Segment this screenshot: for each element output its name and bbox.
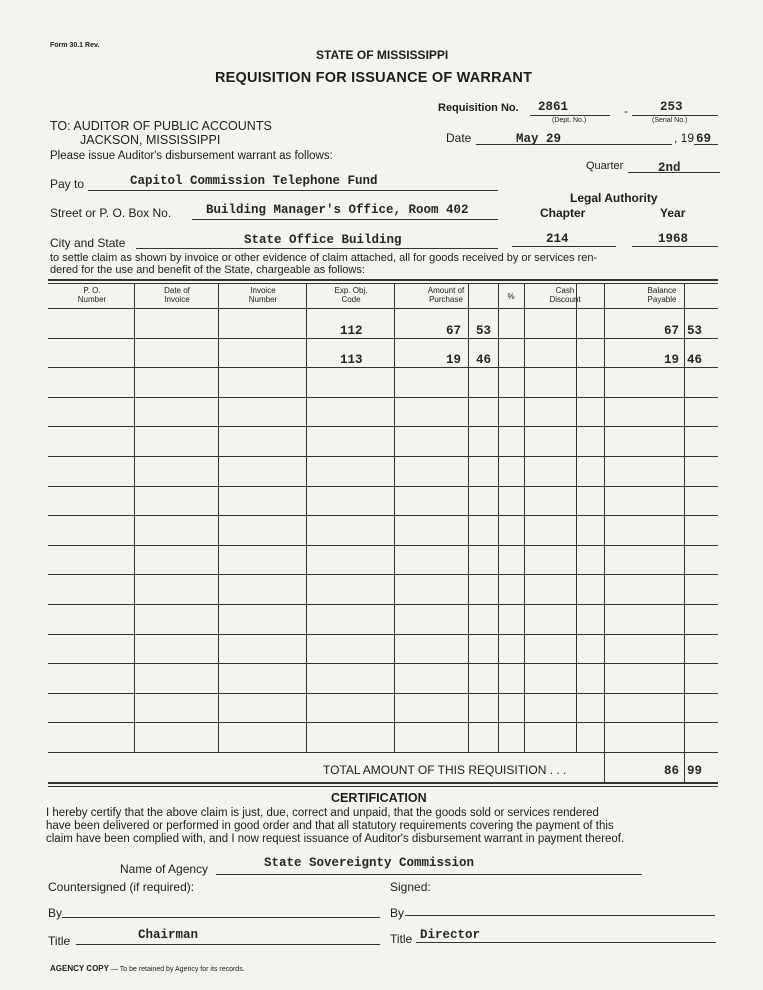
table-row-rule [48,397,718,398]
row-2-balance-cents: 46 [687,353,703,367]
settle-text-line-2: dered for the use and benefit of the State, chargeable as follows: [50,264,365,276]
serial-no-caption: (Serial No.) [652,117,688,124]
title-label-right: Title [390,932,413,946]
table-column-rule [604,283,605,752]
table-column-rule [134,283,135,752]
table-column-rule [218,283,219,752]
to-line-2: JACKSON, MISSISSIPPI [80,133,221,147]
table-row-rule [48,545,718,546]
form-title: REQUISITION FOR ISSUANCE OF WARRANT [215,70,533,86]
date-year: 69 [696,132,712,146]
agency-value: State Sovereignty Commission [264,856,475,870]
certification-line-3: claim have been complied with, and I now request issuance of Auditor's disbursement warrant in payment thereof. [46,833,625,845]
year-prefix: , 19 [674,131,695,145]
chapter-label: Chapter [540,206,586,220]
quarter-value: 2nd [658,161,681,175]
row-1-amount-cents: 53 [476,324,492,338]
legal-authority-heading: Legal Authority [570,191,658,205]
row-2-balance-dollars: 19 [664,353,680,367]
row-2-amount-dollars: 19 [446,353,462,367]
issue-instruction: Please issue Auditor's disbursement warrant as follows: [50,150,333,162]
total-bottom-rule [48,782,718,784]
to-line-1: TO: AUDITOR OF PUBLIC ACCOUNTS [50,119,272,133]
table-row-rule [48,515,718,516]
certification-line-2: have been delivered or performed in good order and that all statutory requirements covering the payment of this [46,820,614,832]
row-1-balance-cents: 53 [687,324,703,338]
row-1-amount-dollars: 67 [446,324,462,338]
settle-text-line-1: to settle claim as shown by invoice or other evidence of claim attached, all for goods received by or services ren- [50,252,598,264]
pay-to-value: Capitol Commission Telephone Fund [130,174,378,188]
col-invoice-number: Invoice Number [248,286,278,304]
col-date-of-invoice: Date of Invoice [164,286,190,304]
requisition-dash: - [624,104,628,118]
date-value: May 29 [516,132,562,146]
table-column-rule [306,283,307,752]
certification-line-1: I hereby certify that the above claim is just, due, correct and unpaid, that the goods sold or services rendered [46,807,599,819]
total-column-rule [684,752,685,782]
col-amount-of-purchase: Amount of Purchase [427,286,465,304]
table-column-rule [576,283,577,752]
title-right-value: Director [420,928,481,942]
col-percent: % [507,292,515,301]
table-column-rule [684,283,685,752]
table-row-rule [48,722,718,723]
signed-label: Signed: [390,880,431,894]
table-row-rule [48,634,718,635]
date-label: Date [446,131,472,145]
agency-label: Name of Agency [120,862,209,876]
total-bottom-rule-2 [48,786,718,787]
table-row-rule [48,693,718,694]
total-dollars: 86 [664,764,680,778]
year-label: Year [660,206,686,220]
title-left-value: Chairman [138,928,199,942]
city-value: State Office Building [244,233,402,247]
city-label: City and State [50,236,126,250]
year-value: 1968 [658,232,689,246]
dept-number: 2861 [538,100,569,114]
chapter-value: 214 [546,232,569,246]
by-label-left: By [48,906,63,920]
table-row-rule [48,367,718,368]
row-2-exp-code: 113 [340,353,363,367]
col-cash-discount: Cash Discount [549,286,581,304]
requisition-label: Requisition No. [438,102,519,114]
row-1-exp-code: 112 [340,324,363,338]
total-cents: 99 [687,764,703,778]
table-row-rule [48,663,718,664]
dept-no-caption: (Dept. No.) [552,117,587,124]
state-heading: STATE OF MISSISSIPPI [316,48,449,62]
table-row-rule [48,456,718,457]
table-bottom-rule [48,752,718,753]
street-value: Building Manager's Office, Room 402 [206,203,469,217]
total-column-rule [604,752,605,782]
table-row-rule [48,574,718,575]
table-column-rule [468,283,469,752]
row-2-amount-cents: 46 [476,353,492,367]
table-column-rule [524,283,525,752]
col-balance-payable: Balance Payable [647,286,677,304]
col-exp-obj-code: Exp. Obj. Code [334,286,368,304]
form-number: Form 30.1 Rev. [50,42,100,49]
certification-heading: CERTIFICATION [331,791,427,805]
table-column-rule [394,283,395,752]
col-po-number: P. O. Number [77,286,107,304]
by-label-right: By [390,906,405,920]
table-row-rule [48,338,718,339]
table-row-rule [48,486,718,487]
title-label-left: Title [48,934,71,948]
total-label: TOTAL AMOUNT OF THIS REQUISITION . . . [323,763,567,777]
table-column-rule [498,283,499,752]
row-1-balance-dollars: 67 [664,324,680,338]
quarter-label: Quarter [586,160,624,172]
pay-to-label: Pay to [50,177,85,191]
table-row-rule [48,426,718,427]
table-row-rule [48,604,718,605]
serial-number: 253 [660,100,683,114]
street-label: Street or P. O. Box No. [50,206,172,220]
countersigned-label: Countersigned (if required): [48,880,195,894]
agency-copy-note: AGENCY COPY — To be retained by Agency for its records. [50,964,245,973]
